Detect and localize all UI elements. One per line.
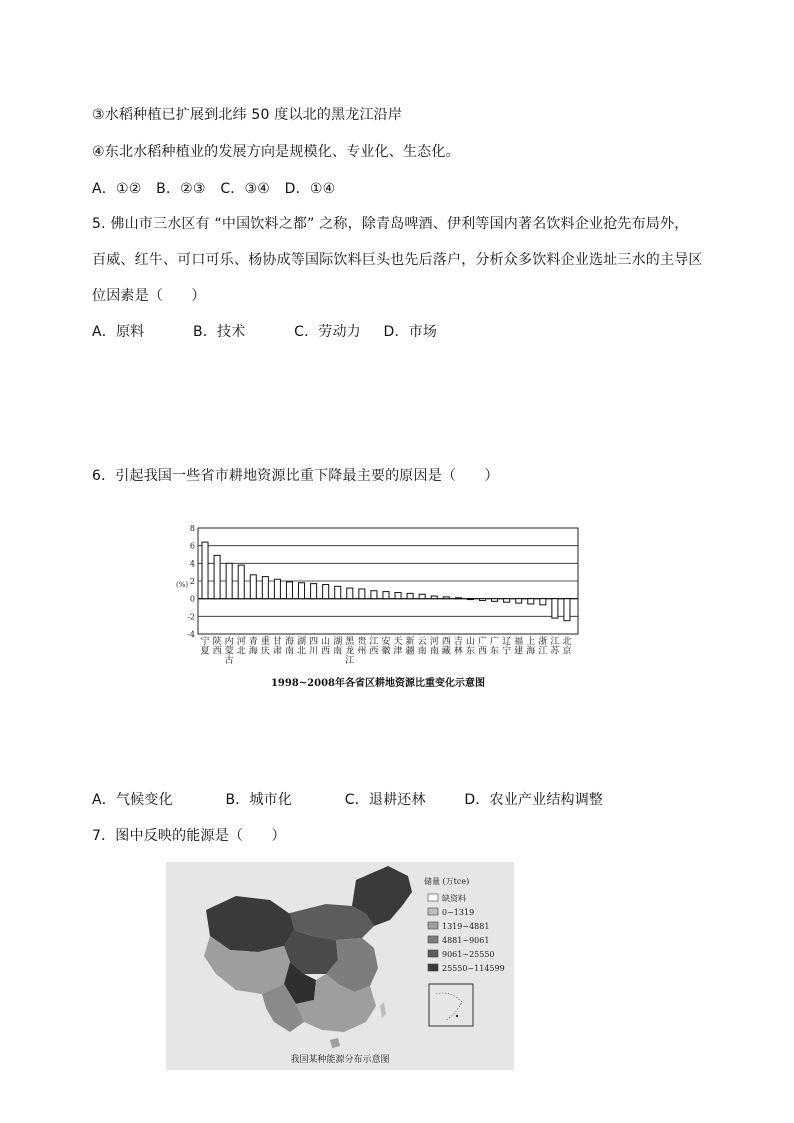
bar: [323, 585, 329, 599]
x-tick-label: 甘肃: [272, 637, 282, 657]
q4-option-d[interactable]: D．①④: [284, 181, 336, 197]
bar: [455, 598, 461, 599]
y-tick-label: -4: [187, 630, 195, 639]
map-island-hainan: [330, 1038, 340, 1048]
q4-option-b[interactable]: B．②③: [156, 181, 206, 197]
q7-text: 7．图中反映的能源是（ ）: [92, 828, 286, 844]
map-legend-label: 0~1319: [442, 908, 475, 917]
q5-line-1: 5. 佛山市三水区有 “中国饮料之都” 之称，除青岛啤酒、伊利等国内著名饮料企业抢先布局外，: [92, 216, 689, 232]
bar: [516, 599, 522, 603]
bar: [274, 579, 280, 598]
q6-option-c[interactable]: C．退耕还林: [344, 792, 426, 808]
q6-options: [92, 789, 603, 809]
q4-options: [92, 178, 335, 198]
q5-option-c[interactable]: C．劳动力: [294, 324, 361, 340]
x-tick-label: 湖北: [297, 637, 307, 657]
y-tick-label: 0: [189, 594, 195, 604]
x-tick-label: 广东: [490, 637, 500, 657]
q5-line-3: 位因素是（ ）: [92, 288, 206, 304]
bar: [250, 575, 256, 599]
map-legend-label: 9061~25550: [442, 950, 495, 959]
energy-map-figure: [166, 862, 514, 1070]
y-tick-label: -2: [187, 612, 195, 622]
x-tick-label: 贵州: [357, 637, 367, 657]
map-legend-swatch: [428, 908, 438, 915]
y-axis-label: (%): [176, 581, 189, 589]
bar: [540, 599, 546, 605]
x-tick-label: 宁夏: [200, 637, 210, 657]
map-inset-dot: [456, 1015, 458, 1017]
x-tick-label: 山西: [321, 637, 331, 657]
map-legend-swatch: [428, 894, 438, 901]
farmland-change-chart: [168, 524, 588, 692]
map-legend-swatch: [428, 950, 438, 957]
bar: [479, 599, 485, 601]
bar: [552, 599, 558, 618]
bar: [214, 555, 220, 598]
q4-option-c[interactable]: C．③④: [220, 181, 270, 197]
q5-option-d[interactable]: D．市场: [383, 324, 438, 340]
x-tick-label: 浙江: [538, 637, 548, 657]
x-tick-label: 安徽: [381, 637, 391, 657]
bar: [431, 596, 437, 599]
bar: [504, 599, 510, 603]
y-tick-label: 2: [189, 577, 195, 586]
bar: [443, 597, 449, 599]
q6-option-a[interactable]: A．气候变化: [92, 792, 173, 808]
map-legend-label: 缺资料: [442, 894, 466, 903]
x-tick-label: 河南: [429, 637, 439, 657]
q6-option-b[interactable]: B．城市化: [225, 792, 293, 808]
statement-4: ④东北水稻种植业的发展方向是规模化、专业化、生态化。: [92, 144, 460, 160]
x-tick-label: 福建: [514, 637, 524, 657]
q6-option-d[interactable]: D．农业产业结构调整: [464, 792, 604, 808]
chart-svg: [168, 524, 588, 692]
y-tick-label: 4: [189, 559, 195, 569]
q5-option-a[interactable]: A．原料: [92, 324, 145, 340]
x-tick-label: 北京: [562, 637, 572, 657]
bar: [226, 563, 232, 598]
x-tick-label: 云南: [417, 637, 427, 657]
x-tick-label: 广西: [477, 637, 488, 657]
x-tick-label: 河北: [236, 637, 246, 657]
bar: [383, 592, 389, 599]
bar: [335, 586, 341, 598]
bar: [492, 599, 498, 602]
x-tick-label: 陕西: [212, 637, 222, 657]
bar: [238, 565, 244, 599]
bar: [407, 593, 413, 598]
x-tick-label: 吉林: [453, 637, 463, 657]
bar: [467, 599, 473, 600]
bar: [359, 589, 365, 599]
x-tick-label: 西藏: [441, 637, 451, 657]
x-tick-label: 内蒙古: [224, 637, 234, 666]
x-tick-label: 江西: [369, 637, 379, 657]
map-legend-label: 4881~9061: [442, 936, 490, 945]
chart-title: 1998~2008年各省区耕地资源比重变化示意图: [270, 678, 486, 689]
x-tick-label: 重庆: [260, 637, 270, 657]
bar: [347, 588, 353, 599]
map-legend-swatch: [428, 936, 438, 943]
q5-line-2: 百威、红牛、可口可乐、杨协成等国际饮料巨头也先后落户，分析众多饮料企业选址三水的主导区: [92, 252, 703, 268]
x-tick-label: 天津: [393, 637, 403, 657]
x-tick-label: 辽宁: [502, 637, 512, 657]
x-tick-label: 山东: [465, 637, 475, 657]
bar: [202, 542, 208, 599]
bar: [564, 599, 570, 621]
q5-options: [92, 321, 437, 341]
map-legend-label: 1319~4881: [442, 922, 490, 931]
y-tick-label: 8: [189, 524, 195, 533]
bar: [371, 591, 377, 599]
q6-text: 6．引起我国一些省市耕地资源比重下降最主要的原因是（ ）: [92, 468, 499, 484]
map-island-taiwan: [380, 1002, 386, 1018]
q5-option-b[interactable]: B．技术: [193, 324, 246, 340]
map-south-sea-inset: [429, 984, 473, 1026]
x-tick-label: 江苏: [550, 637, 560, 657]
x-tick-label: 新疆: [405, 637, 415, 657]
y-tick-label: 6: [189, 541, 195, 551]
map-legend-title: 储量 (万tce): [424, 877, 470, 886]
x-tick-label: 湖南: [333, 637, 343, 657]
map-legend-swatch: [428, 964, 438, 971]
bar: [311, 584, 317, 599]
map-caption: 我国某种能源分布示意图: [290, 1055, 390, 1065]
bar: [286, 582, 292, 599]
bar: [262, 577, 268, 599]
bar: [419, 594, 425, 598]
q4-option-a[interactable]: A．①②: [92, 181, 142, 197]
x-tick-label: 黑龙江: [345, 637, 355, 666]
x-tick-label: 海南: [284, 637, 294, 657]
statement-3: ③水稻种植已扩展到北纬 50 度以北的黑龙江沿岸: [92, 107, 403, 123]
map-legend-label: 25550~114599: [442, 964, 505, 973]
bar: [299, 583, 305, 599]
map-legend-swatch: [428, 922, 438, 929]
x-tick-label: 上海: [526, 637, 536, 657]
bar: [528, 599, 534, 604]
map-svg: [166, 862, 514, 1070]
x-tick-label: 四川: [309, 637, 319, 657]
bar: [395, 592, 401, 598]
x-tick-label: 青海: [248, 637, 258, 657]
